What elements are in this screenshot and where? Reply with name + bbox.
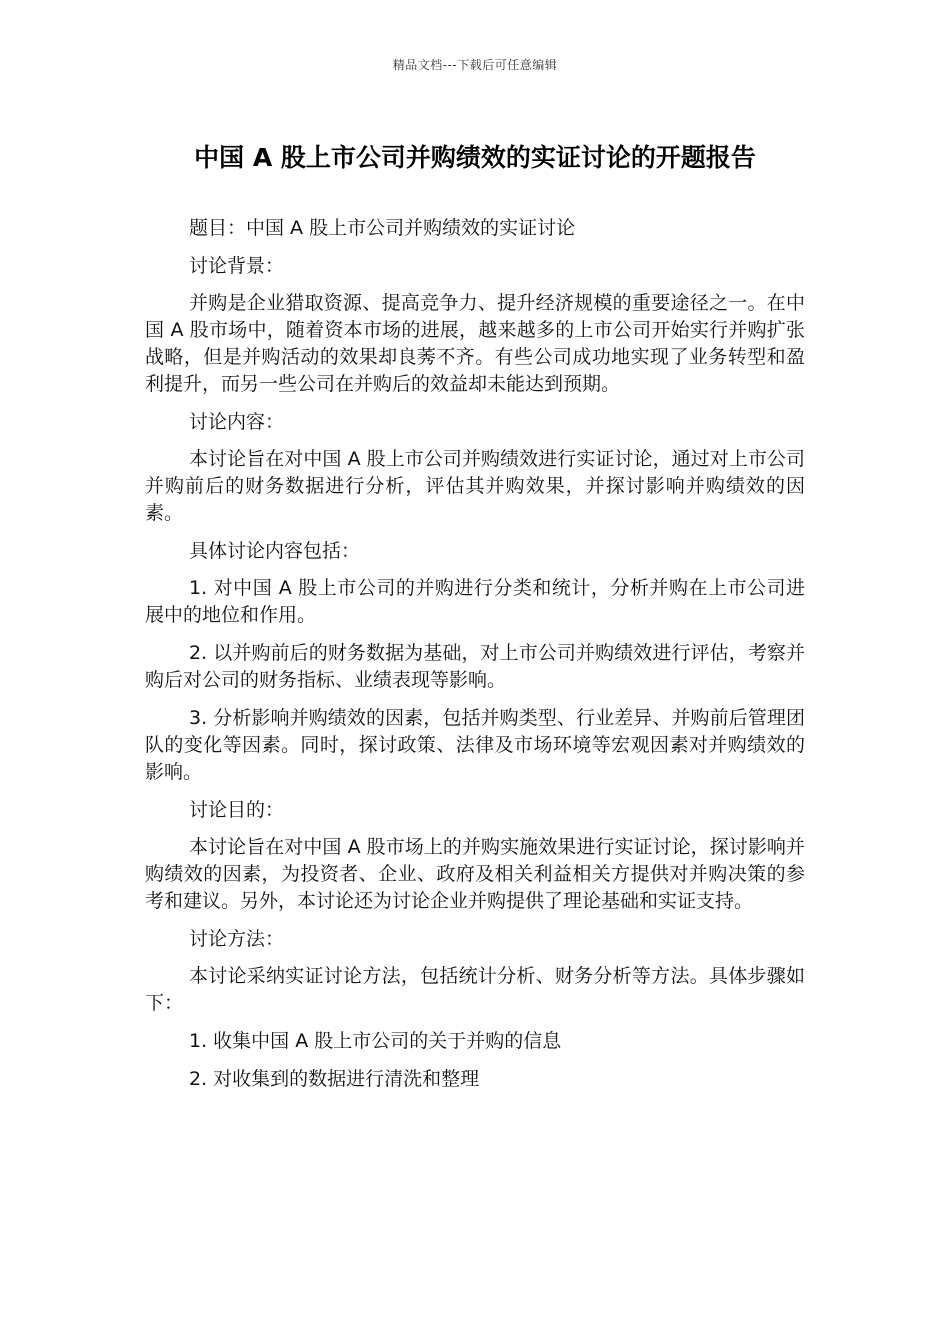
subheading-specific-content: 具体讨论内容包括： bbox=[189, 540, 361, 562]
paragraph-content: 本讨论旨在对中国 A 股上市公司并购绩效进行实证讨论，通过对上市公司并购前后的财务数据进行分析，评估其并购效果，并探讨影响并购绩效的因素。 bbox=[145, 448, 805, 524]
list-item-step-1: 1. 收集中国 A 股上市公司的关于并购的信息 bbox=[189, 1030, 562, 1052]
header-note: 精品文档---下载后可任意编辑 bbox=[392, 58, 558, 72]
section-heading-background: 讨论背景： bbox=[189, 255, 285, 277]
list-item-content-3: 3. 分析影响并购绩效的因素，包括并购类型、行业差异、并购前后管理团队的变化等因素。同时，探讨政策、法律及市场环境等宏观因素对并购绩效的影响。 bbox=[145, 707, 805, 783]
paragraph-background: 并购是企业猎取资源、提高竞争力、提升经济规模的重要途径之一。在中国 A 股市场中，随着资本市场的进展，越来越多的上市公司开始实行并购扩张战略，但是并购活动的效果却良莠不齐。有些公司成功地实现了业务转型和盈利提升，而另一些公司在并购后的效益却未能达到预期。 bbox=[145, 292, 805, 395]
document-title: 中国 A 股上市公司并购绩效的实证讨论的开题报告 bbox=[194, 143, 756, 172]
section-heading-method: 讨论方法： bbox=[189, 928, 285, 950]
paragraph-method: 本讨论采纳实证讨论方法，包括统计分析、财务分析等方法。具体步骤如下： bbox=[145, 965, 805, 1014]
list-item-step-2: 2. 对收集到的数据进行清洗和整理 bbox=[189, 1068, 480, 1090]
section-heading-content: 讨论内容： bbox=[189, 411, 285, 433]
document-body bbox=[145, 215, 805, 1104]
paragraph-topic: 题目：中国 A 股上市公司并购绩效的实证讨论 bbox=[189, 217, 576, 239]
paragraph-purpose: 本讨论旨在对中国 A 股市场上的并购实施效果进行实证讨论，探讨影响并购绩效的因素，为投资者、企业、政府及相关利益相关方提供对并购决策的参考和建议。另外，本讨论还为讨论企业并购提供了理论基础和实证支持。 bbox=[145, 836, 805, 912]
section-heading-purpose: 讨论目的： bbox=[189, 799, 285, 821]
list-item-content-1: 1. 对中国 A 股上市公司的并购进行分类和统计，分析并购在上市公司进展中的地位和作用。 bbox=[145, 577, 805, 626]
list-item-content-2: 2. 以并购前后的财务数据为基础，对上市公司并购绩效进行评估，考察并购后对公司的财务指标、业绩表现等影响。 bbox=[145, 642, 805, 691]
